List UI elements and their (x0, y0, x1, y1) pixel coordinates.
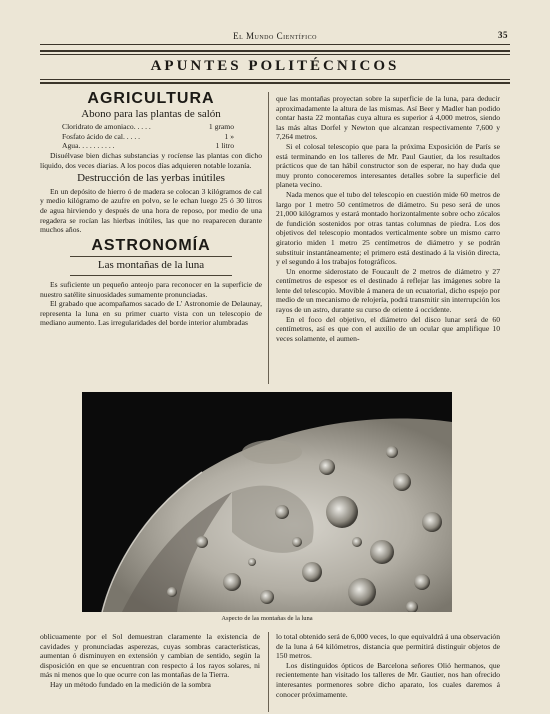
recipe-row (40, 141, 262, 151)
luna-paragraph-2: El grabado que acompañamos sacado de L' Astronomie de Delaunay, representa la luna en su primer cuarto vista con un telescopio de mediano aumento. Las irregularidades del borde interior alumbradas (40, 299, 262, 328)
astronomy-heading: ASTRONOMÍA (91, 236, 211, 254)
recipe-item: Fosfato ácido de cal. . . . . (62, 131, 141, 141)
divider-rule (70, 275, 232, 276)
bottom-left-paragraph-1: oblicuamente por el Sol demuestran claramente la existencia de cavidades y pronunciadas asperezas, cuyas sombras características, aumentan ó disminuyen en extensión y cambian de sentido, según la disposición en que se encuentran con respecto á los rayos solares, ni más ni menos que lo que ocurre con las montañas de la Tierra. (40, 632, 260, 680)
bottom-right-column (276, 632, 500, 712)
recipe-qty: 1 » (224, 131, 234, 141)
recipe-item: Agua. . . . . . . . . . (62, 141, 115, 151)
right-paragraph-3: Nada menos que el tubo del telescopio en cuestión mide 60 metros de largo por 1 metro 50 centímetros de diámetro. Su peso será de unos 21,000 kilógramos y estará montado horizontalmente sobre ocho zócalos de fundición sostenidos por otras tantas columnas de piedra. Los dos objetivos del telescopio montados verticalmente sobre un mismo carro giratorio miden 1 metro 25 centímetros de diámetro y se podrán substituir instantáneamente; el primero está destinado á la visión directa, y el segundo á los trabajos fotográficos. (276, 189, 500, 267)
yerbas-paragraph: En un depósito de hierro ó de madera se colocan 3 kilógramos de cal y medio kilógramo de azufre en polvo, se le echan luego 25 ó 30 litros de agua hirviendo y después de una hora de reposo, por medio de una regadera se rocían las hierbas inútiles, las que no reaparecen durante muchos años. (40, 186, 262, 235)
right-paragraph-1: que las montañas proyectan sobre la superficie de la luna, para deducir aproximadamente la altura de las mismas. Así Beer y Madler han podido contar hasta 22 montañas cuya altura es superior á 4,000 metros, siendo las más altas Dorfel y Newton que alcanzan respectivamente 7,600 y 7,264 metros. (276, 94, 500, 142)
band-rule-top (40, 54, 510, 55)
recipe-item: Cloridrato de amoniaco. . . . . (62, 122, 151, 132)
running-header (40, 30, 510, 45)
recipe-row (40, 132, 262, 142)
bottom-right-paragraph-2: Los distinguidos ópticos de Barcelona señores Olió hermanos, que recientemente han visitado los talleres de Mr. Gautier, nos han ofrecido interesantes pormenores sobre dicho aparato, los cuales daremos á conocer próximamente. (276, 660, 500, 699)
bottom-right-paragraph-1: lo total obtenido será de 6,000 veces, lo que equivaldrá á una observación de la luna á 64 kilómetros, distancia que permitirá distinguir objetos de 150 metros. (276, 632, 500, 661)
abono-paragraph: Disuélvase bien dichas substancias y rocíense las plantas con dicho líquido, dos veces diarias. A los pocos días adquieren notable lozanía. (40, 150, 262, 170)
left-column (40, 92, 262, 382)
right-paragraph-4: Un enorme siderostato de Foucault de 2 metros de diámetro y 27 centímetros de espesor es el destinado á reflejar las imágenes sobre la lente del telescopio. Movible á manera de un ecuatorial, dicho espejo por medio de un mecanismo de relojería, podrá transmitir sin interrupción los rayos de un astro, durante su curso de oriente á occidente. (276, 266, 500, 315)
column-divider (268, 92, 269, 384)
bottom-left-paragraph-2: Hay un método fundado en la medición de la sombra (50, 679, 211, 689)
agriculture-heading: AGRICULTURA (87, 90, 215, 107)
band-rule-bottom (40, 79, 510, 80)
right-paragraph-5: En el foco del objetivo, el diámetro del disco lunar será de 60 centímetros, así es que con el auxilio de un ocular que amplifique 10 veces solamente, el aumen- (276, 314, 500, 343)
recipe-qty: 1 gramo (208, 122, 234, 132)
recipe-qty: 1 litro (215, 141, 234, 151)
running-title: El Mundo Científico (233, 31, 317, 41)
luna-paragraph-1: Es suficiente un pequeño anteojo para reconocer en la superficie de nuestro satélite sinuosidades sumamente pronunciadas. (40, 279, 262, 299)
moon-engraving (82, 392, 452, 612)
divider-rule (70, 256, 232, 257)
section-title-band (40, 50, 510, 84)
bottom-left-column (40, 632, 260, 712)
abono-title: Abono para las plantas de salón (81, 107, 221, 120)
right-column (276, 94, 500, 382)
right-paragraph-2: Si el colosal telescopio que para la próxima Exposición de París se está terminando en los talleres de Mr. Paul Gautier, da los resultados prácticos que de tan hábil constructor son de esperar, no hay duda que muy pronto conoceremos interesantes detalles sobre la superficie del planeta vecino. (276, 141, 500, 190)
page-number: 35 (498, 30, 508, 40)
yerbas-title: Destrucción de las yerbas inútiles (77, 172, 225, 185)
recipe-row (40, 122, 262, 132)
column-divider-bottom (268, 632, 269, 712)
section-title: APUNTES POLITÉCNICOS (150, 58, 400, 74)
moon-illustration (82, 392, 452, 612)
figure-caption: Aspecto de las montañas de la luna (221, 615, 313, 622)
luna-title: Las montañas de la luna (97, 259, 205, 272)
